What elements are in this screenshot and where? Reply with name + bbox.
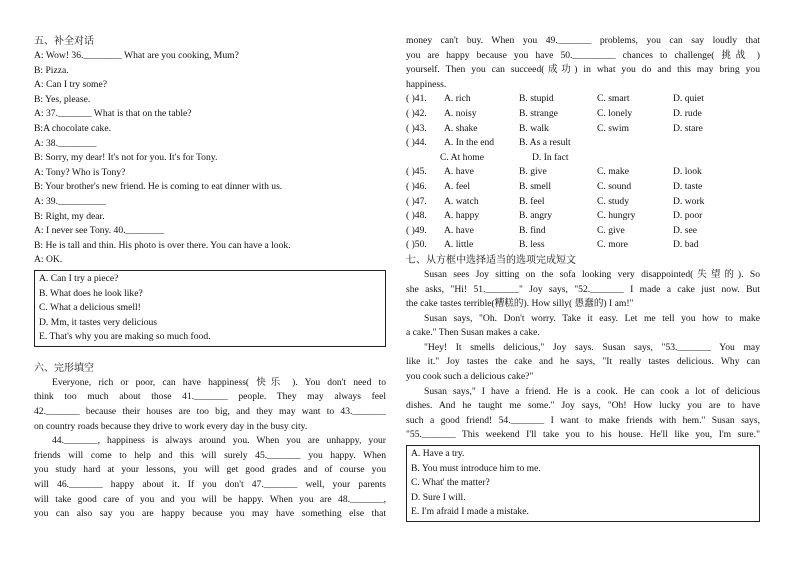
option-item: B. What does he look like? <box>39 287 143 299</box>
choice-option: C. make <box>597 166 629 178</box>
choice-option: B. feel <box>519 195 545 207</box>
choice-option: A. happy <box>444 210 480 222</box>
passage-line: Everyone, rich or poor, can have happiness( 快乐 ). You don't need to <box>52 376 386 388</box>
passage-line: you study hard at your lessons, you will get good grades and of course you <box>34 464 386 476</box>
choice-option: B. strange <box>519 107 558 119</box>
passage-line: 44._______, happiness is always around you. When you are unhappy, your <box>52 435 386 447</box>
option-item: C. What a delicious smell! <box>39 302 141 314</box>
choice-option: A. have <box>444 224 474 236</box>
choice-option: D. work <box>673 195 705 207</box>
section6-title: 六、完形填空 <box>34 362 94 374</box>
choice-option: B. less <box>519 239 545 251</box>
dialog-line: B: Your brother's new friend. He is coming to eat dinner with us. <box>34 181 283 193</box>
choice-option <box>610 151 686 166</box>
choice-option: A. In the end <box>444 137 495 149</box>
choice-option: B. give <box>519 166 547 178</box>
passage-line: on country roads because they drive to work every day in the busy city. <box>34 420 308 432</box>
dialog-line: A: I never see Tony. 40.________ <box>34 225 164 237</box>
choice-row <box>406 224 760 239</box>
passage-line: dishes. And he taught me some." Joy says, "Oh! How lucky you are to have <box>406 400 760 412</box>
dialog-line: A: Can I try some? <box>34 79 108 91</box>
question-number: ( )49. <box>406 224 427 236</box>
dialog-line: B:A chocolate cake. <box>34 122 111 134</box>
choice-option: A. feel <box>444 180 471 192</box>
choice-row <box>406 122 760 137</box>
choice-row <box>406 238 760 253</box>
option-item: A. Can I try a piece? <box>39 272 119 284</box>
question-number: ( )45. <box>406 166 427 178</box>
passage-line: will 46._______ happy about it. If you don't 47._______ well, your parents <box>34 479 386 491</box>
dialog-line: A: OK. <box>34 254 63 266</box>
question-number: ( )46. <box>406 180 427 192</box>
choice-option: D. bad <box>673 239 699 251</box>
passage-line: money can't buy. When you 49._______ problems, you can say loudly that <box>406 35 760 46</box>
passage-line: you are happy because you have 50._________ chances to challenge( 挑战 ) <box>406 49 760 61</box>
choice-option: C. At home <box>440 151 484 163</box>
choice-option: C. hungry <box>597 210 636 222</box>
passage-line: the cake tastes terrible(糟糕的). How silly( 愚蠢的) I am!" <box>406 298 634 310</box>
dialog-block <box>34 49 386 268</box>
choice-row <box>406 136 760 151</box>
choice-option: D. quiet <box>673 93 704 105</box>
options-box-section7 <box>406 445 760 522</box>
passage-line: Susan says," I have a friend. He is a cook. He can cook a lot of delicious <box>424 385 760 397</box>
choice-row <box>406 107 760 122</box>
choice-option: A. noisy <box>444 107 477 119</box>
choice-row <box>406 165 760 180</box>
choice-row <box>406 92 760 107</box>
choice-option: B. As a result <box>519 137 571 149</box>
question-number: ( )42. <box>406 107 427 119</box>
choice-option: C. study <box>597 195 629 207</box>
choice-option: D. taste <box>673 180 703 192</box>
dialog-line: B: Pizza. <box>34 64 69 76</box>
options-box-section5 <box>34 270 386 347</box>
cloze-passage <box>34 376 386 522</box>
choice-option: D. poor <box>673 210 703 222</box>
dialog-line: A: 38.________ <box>34 137 97 149</box>
question-number: ( )50. <box>406 239 427 251</box>
choice-option: A. little <box>444 239 474 251</box>
choice-option: D. rude <box>673 107 702 119</box>
passage-line: think too much about those 41._______ people. They may always feel <box>34 391 386 403</box>
choice-option: C. lonely <box>597 107 633 119</box>
option-item: D. Sure I will. <box>411 491 466 503</box>
choice-option: C. give <box>597 224 625 236</box>
choice-option: D. look <box>673 166 702 178</box>
choice-option: B. angry <box>519 210 553 222</box>
passage-line: will take good care of you and you will be happy. When you are 48._______, <box>34 493 386 505</box>
option-item: A. Have a try. <box>411 448 465 460</box>
cloze-passage-continued <box>406 34 760 92</box>
section5-title: 五、补全对话 <box>34 36 94 47</box>
dialog-line: B: Right, my dear. <box>34 210 105 222</box>
passage-line: Susan says, "Oh. Don't worry. Take it easy. Let me tell you how to make <box>424 312 760 324</box>
passage-line: "55._______ This weekend I'll take you to his house. He'll like you, I'm sure." <box>406 429 760 441</box>
dialog-line: B: Yes, please. <box>34 93 91 105</box>
choice-option: B. smell <box>519 180 551 192</box>
choice-option: D. stare <box>673 122 703 134</box>
choice-option: D. In fact <box>532 151 569 163</box>
section7-title: 七、从方框中选择适当的选项完成短文 <box>406 254 576 266</box>
choice-option: B. stupid <box>519 93 554 105</box>
passage-line: such a good friend! 54._______ I want to make friends with hem." Susan says, <box>406 414 760 426</box>
choice-option: A. shake <box>444 122 478 134</box>
passage-line: a cake." Then Susan makes a cake. <box>406 327 540 339</box>
passage-line: 42._______ because their houses are too big, and they may want to 43._______ <box>34 406 386 418</box>
passage-line: yourself. Then you can succeed(成功) in what you do and this may bring you <box>406 64 760 76</box>
choice-option: C. swim <box>597 122 629 134</box>
passage-line: happiness. <box>406 78 447 90</box>
option-item: E. That's why you are making so much food. <box>39 331 211 343</box>
choice-option: B. walk <box>519 122 549 134</box>
question-number: ( )48. <box>406 210 427 222</box>
choice-option: A. have <box>444 166 474 178</box>
choice-option: D. see <box>673 224 697 236</box>
passage-line: you cook such a delicious cake?" <box>406 371 534 383</box>
choice-row <box>406 195 760 210</box>
choice-option <box>686 151 756 166</box>
choice-option: A. rich <box>444 93 471 105</box>
reading-passage <box>406 268 760 443</box>
passage-line: friends will come to help and this will surely 45._______ you happy. When <box>34 449 386 461</box>
question-number: ( )47. <box>406 195 427 207</box>
option-item: D. Mm, it tastes very delicious <box>39 316 158 328</box>
question-number: ( )41. <box>406 93 427 105</box>
dialog-line: A: Tony? Who is Tony? <box>34 166 126 178</box>
choice-option: C. more <box>597 239 628 251</box>
choice-row <box>406 151 760 166</box>
choice-option: A. watch <box>444 195 479 207</box>
dialog-line: A: 37._______ What is that on the table? <box>34 108 192 120</box>
right-column <box>406 34 760 524</box>
choice-option <box>673 136 743 151</box>
passage-line: Susan sees Joy sitting on the sofa looking very disappointed(失望的). So <box>424 268 760 280</box>
option-item: E. I'm afraid I made a mistake. <box>411 506 529 518</box>
passage-line: you can also say you are happy because you may have something else that <box>34 508 386 520</box>
left-column <box>34 34 386 522</box>
dialog-line: A: 39.__________ <box>34 195 106 207</box>
choice-option: C. sound <box>597 180 632 192</box>
choice-option: C. smart <box>597 93 630 105</box>
question-number: ( )43. <box>406 122 427 134</box>
choice-row <box>406 209 760 224</box>
choice-option: B. find <box>519 224 546 236</box>
option-item: B. You must introduce him to me. <box>411 462 541 474</box>
cloze-choices <box>406 92 760 253</box>
dialog-line: B: He is tall and thin. His photo is over there. You can have a look. <box>34 239 291 251</box>
passage-line: "Hey! It smells delicious," Joy says. Susan says, "53._______ You may <box>424 341 760 353</box>
choice-option <box>597 136 673 151</box>
passage-line: she asks, "Hi! 51._______" Joy says, "52._______ I made a cake just now. But <box>406 283 760 295</box>
option-item: C. What' the matter? <box>411 477 490 489</box>
question-number: ( )44. <box>406 137 427 149</box>
dialog-line: B: Sorry, my dear! It's not for you. It's for Tony. <box>34 152 218 164</box>
dialog-line: A: Wow! 36.________ What are you cooking, Mum? <box>34 50 239 61</box>
passage-line: like it." Joy tastes the cake and he says, "It really tastes delicious. Why can <box>406 356 760 368</box>
choice-row <box>406 180 760 195</box>
